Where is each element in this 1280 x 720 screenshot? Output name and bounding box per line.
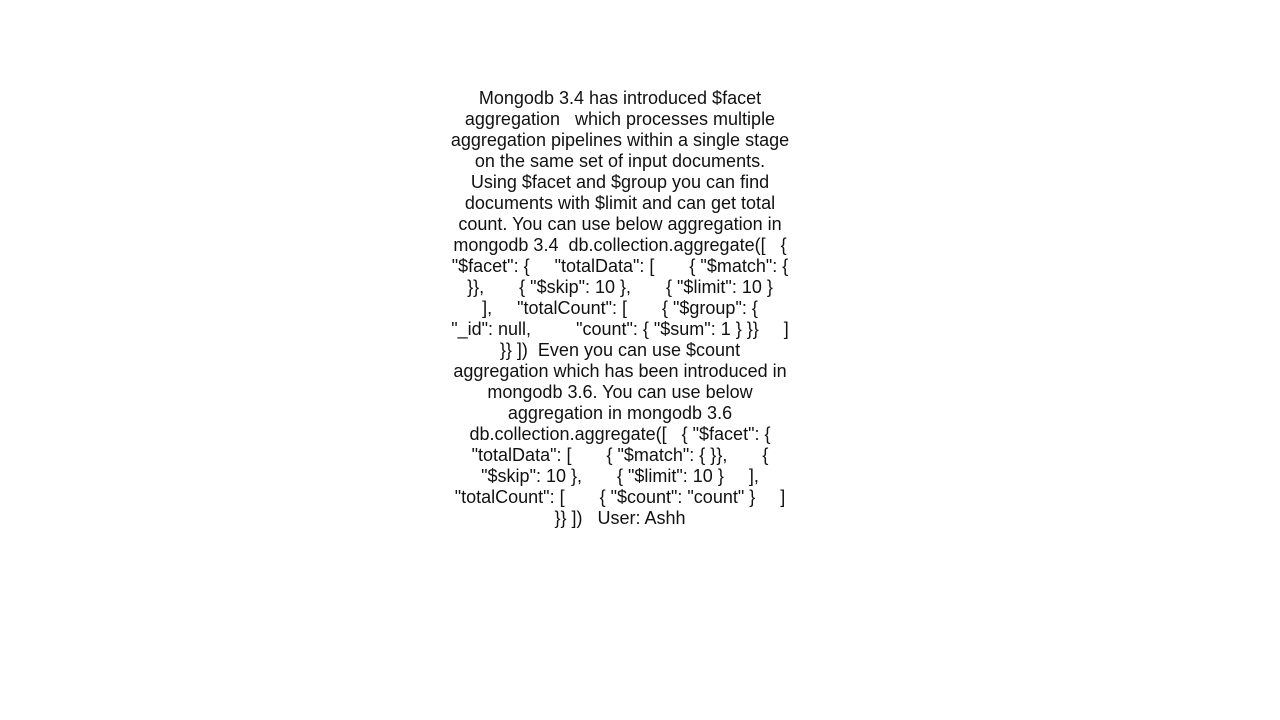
post-body-text: Mongodb 3.4 has introduced $facet aggregation which processes multiple aggregation pipelines within a single stage on the same set of input documents. Using $facet and $group you can find documents with $limit and can get total count. You can use below aggregation in mongodb 3.4 db.collection.aggregate([ { "$facet": { "totalData": [ { "$match": { }}, { "$skip": 10 }, { "$limit": 10 } ], "totalCount": [ { "$group": { "_id": null, "count": { "$sum": 1 } }} ] }} ]) Even you can use $count aggregation which has been introduced in mongodb 3.6. You can use below aggregation in mongodb 3.6 db.collection.aggregate([ { "$facet": { "totalData": [ { "$match": { }}, { "$skip": 10 }, { "$limit": 10 } ], "totalCount": [ { "$count": "count" } ] }} ]) User: Ashh [450, 88, 805, 528]
